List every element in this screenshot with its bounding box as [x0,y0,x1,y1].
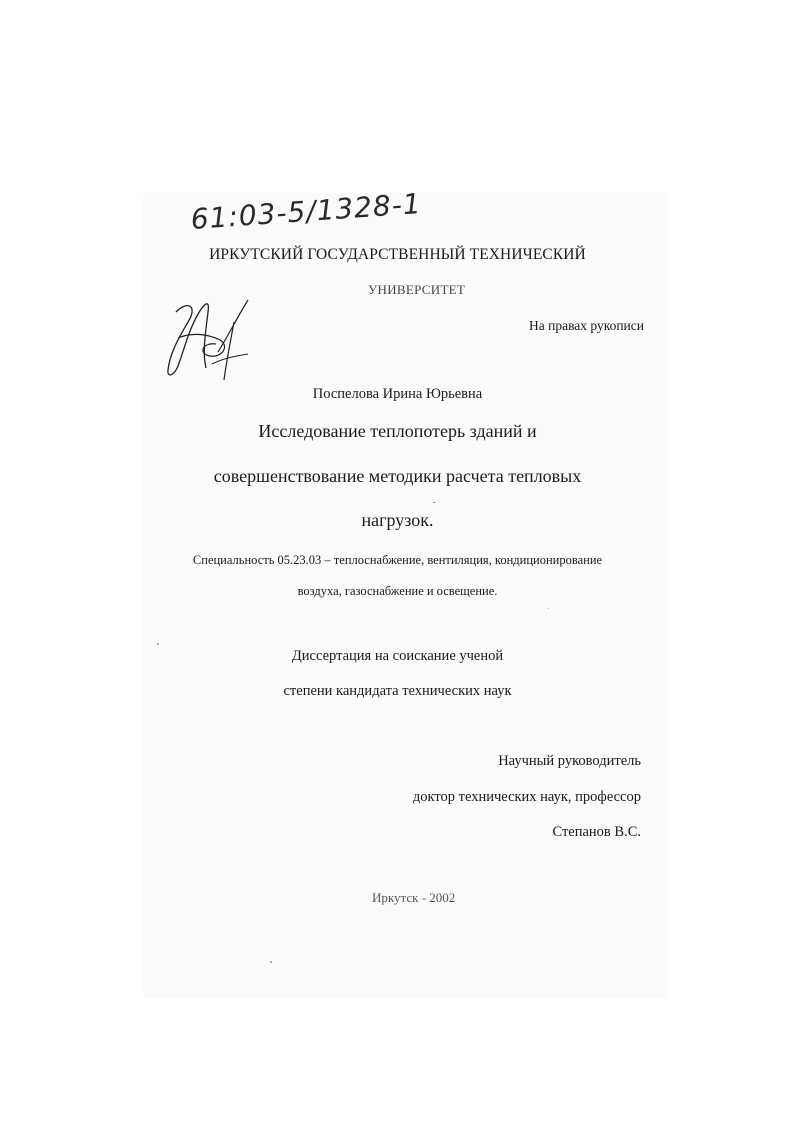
thesis-title-line2: совершенствование методики расчета тепловых [213,466,582,486]
advisor-degree: доктор технических наук, профессор [412,789,641,805]
advisor-role: Научный руководитель [498,753,641,769]
scan-speck [157,643,159,645]
manuscript-note: На правах рукописи [528,318,644,333]
speciality-line2: воздуха, газоснабжение и освещение. [297,584,498,598]
university-name: ИРКУТСКИЙ ГОСУДАРСТВЕННЫЙ ТЕХНИЧЕСКИЙ [209,246,586,263]
thesis-title-line3: нагрузок. [361,510,434,530]
scan-speck [433,502,436,503]
archive-code-handwritten: 61:03-5/1328-1 [189,186,423,236]
dissertation-line2: степени кандидата технических наук [283,683,512,699]
advisor-name: Степанов В.С. [552,824,641,840]
place-year: Иркутск - 2002 [372,890,456,905]
scan-speck [270,961,272,963]
university-name-line2: УНИВЕРСИТЕТ [368,282,466,295]
scan-speck [548,608,549,609]
signature [158,292,258,387]
thesis-title-line1: Исследование теплопотерь зданий и [258,421,537,441]
speciality-line1: Специальность 05.23.03 – теплоснабжение, вентиляция, кондиционирование [192,553,603,567]
author-name: Поспелова Ирина Юрьевна [312,386,483,402]
dissertation-line1: Диссертация на соискание ученой [291,648,504,664]
